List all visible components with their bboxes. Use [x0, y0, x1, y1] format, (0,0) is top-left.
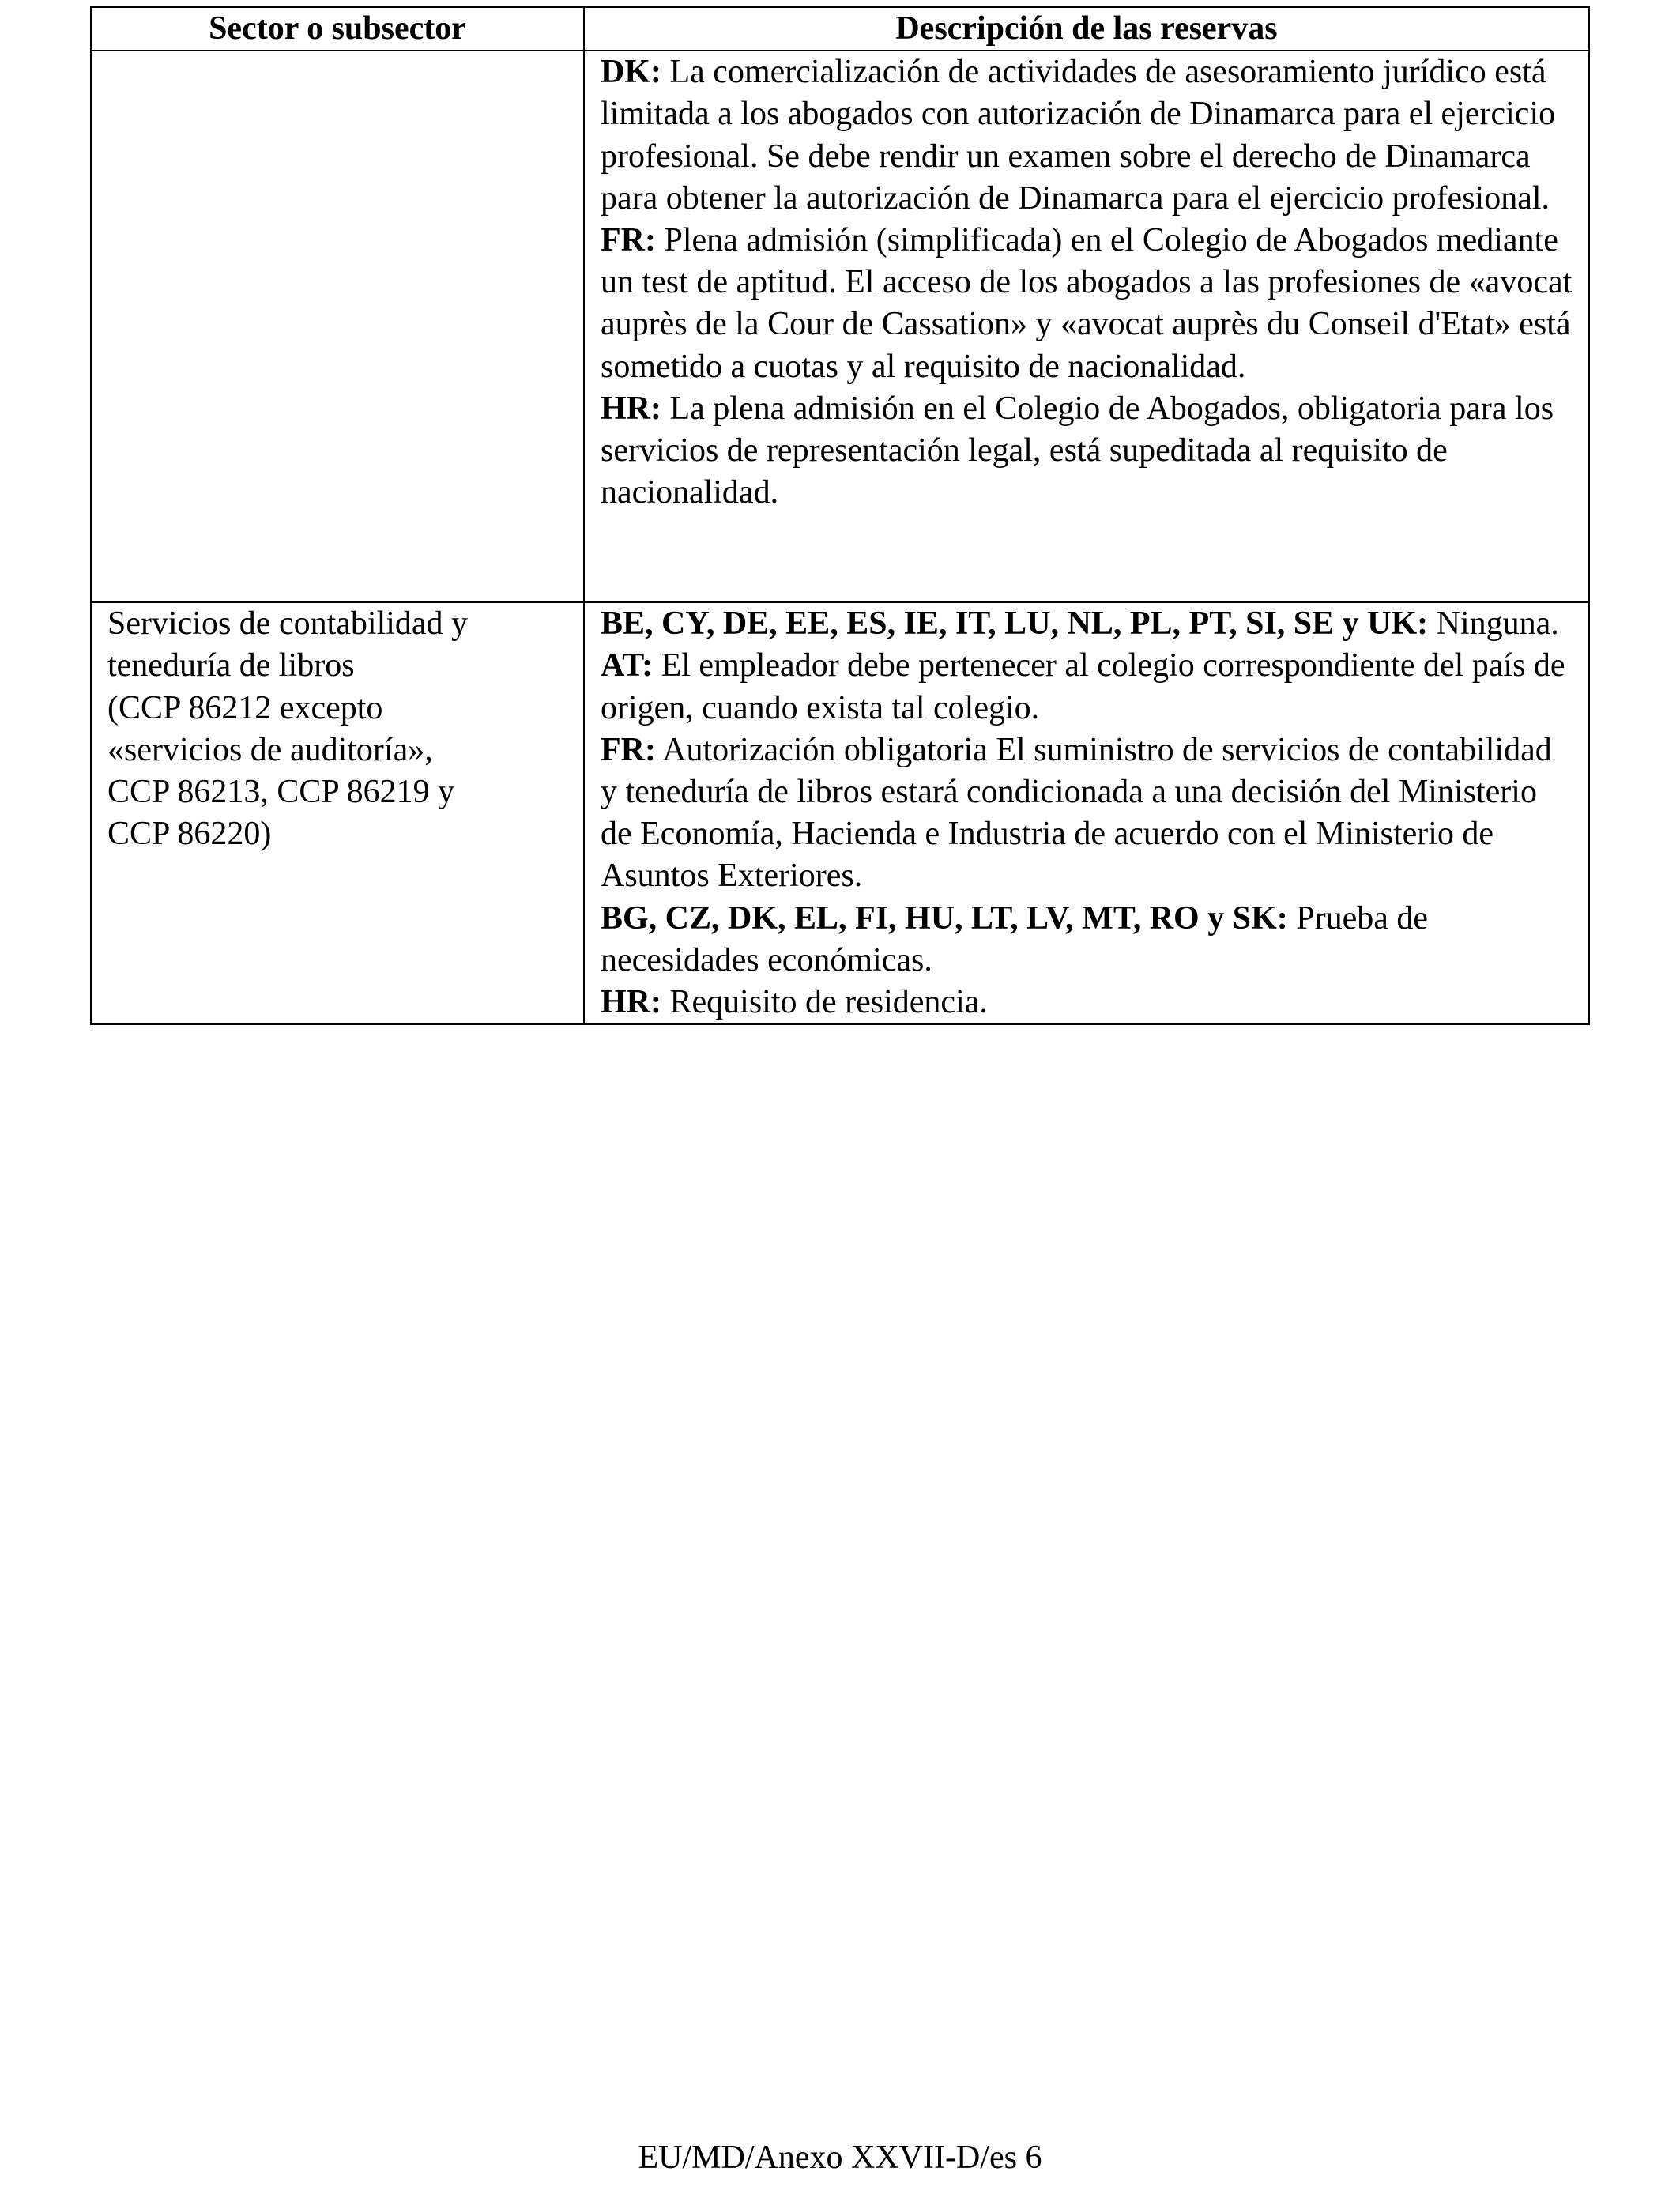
- description-cell: [584, 51, 1589, 602]
- sector-line: Servicios de contabilidad y: [107, 605, 469, 643]
- reservation-entry: [601, 603, 1573, 645]
- table-row: [91, 602, 1589, 1024]
- country-code: HR:: [601, 984, 661, 1021]
- reservation-text: Prueba de necesidades económicas.: [601, 899, 1429, 978]
- reservation-text: El empleador debe pertenecer al colegio correspondiente del país de origen, cuando exista tal colegio.: [601, 647, 1565, 726]
- reservation-text: Requisito de residencia.: [661, 984, 988, 1021]
- reservation-text: Plena admisión (simplificada) en el Colegio de Abogados mediante un test de aptitud. El acceso de los abogados a las profesiones de «avocat auprès de la Cour de Cassation» y «avocat auprès du Conseil d'Etat» está sometido a cuotas y al requisito de nacionalidad.: [601, 222, 1573, 385]
- page-footer-reference: EU/MD/Anexo XXVII-D/es 6: [638, 2139, 1042, 2176]
- sector-line: CCP 86213, CCP 86219 y: [107, 774, 455, 811]
- country-code: BG, CZ, DK, EL, FI, HU, LT, LV, MT, RO y SK:: [601, 899, 1288, 937]
- country-code: HR:: [601, 390, 661, 427]
- reservation-entry: [601, 645, 1573, 729]
- reservation-text: Ninguna.: [1428, 605, 1559, 643]
- header-description: Descripción de las reservas: [584, 7, 1589, 51]
- header-sector: Sector o subsector: [91, 7, 584, 51]
- country-code: AT:: [601, 647, 654, 684]
- table-row: [91, 51, 1589, 602]
- sector-cell: [91, 51, 584, 602]
- country-code: FR:: [601, 222, 656, 259]
- sector-line: «servicios de auditoría»,: [107, 731, 433, 768]
- reservations-table: [90, 6, 1590, 1025]
- sector-line: CCP 86220): [107, 816, 272, 853]
- sector-line: teneduría de libros: [107, 647, 355, 684]
- reservation-entry: [601, 220, 1573, 388]
- reservation-entry: [601, 729, 1573, 898]
- reservation-entry: [601, 388, 1573, 515]
- reservation-text: Autorización obligatoria El suministro de servicios de contabilidad y teneduría de libros estará condicionada a una decisión del Ministerio de Economía, Hacienda e Industria de acuerdo con el Ministerio de Asuntos Exteriores.: [601, 731, 1552, 895]
- description-cell: [584, 602, 1589, 1024]
- sector-cell: [91, 602, 584, 1024]
- reservation-text: La comercialización de actividades de asesoramiento jurídico está limitada a los abogados con autorización de Dinamarca para el ejercicio profesional. Se debe rendir un examen sobre el derecho de Dinamarca para obtener la autorización de Dinamarca para el ejercicio profesional.: [601, 54, 1556, 217]
- sector-line: (CCP 86212 excepto: [107, 689, 383, 726]
- country-code: BE, CY, DE, EE, ES, IE, IT, LU, NL, PL, PT, SI, SE y UK:: [601, 605, 1429, 643]
- reservation-entry: [601, 982, 1573, 1023]
- country-code: FR:: [601, 731, 656, 768]
- reservation-entry: [601, 51, 1573, 220]
- reservation-text: La plena admisión en el Colegio de Abogados, obligatoria para los servicios de representación legal, está supeditada al requisito de nacionalidad.: [601, 390, 1554, 511]
- table-header-row: [91, 7, 1589, 51]
- reservation-entry: [601, 898, 1573, 982]
- country-code: DK:: [601, 54, 661, 91]
